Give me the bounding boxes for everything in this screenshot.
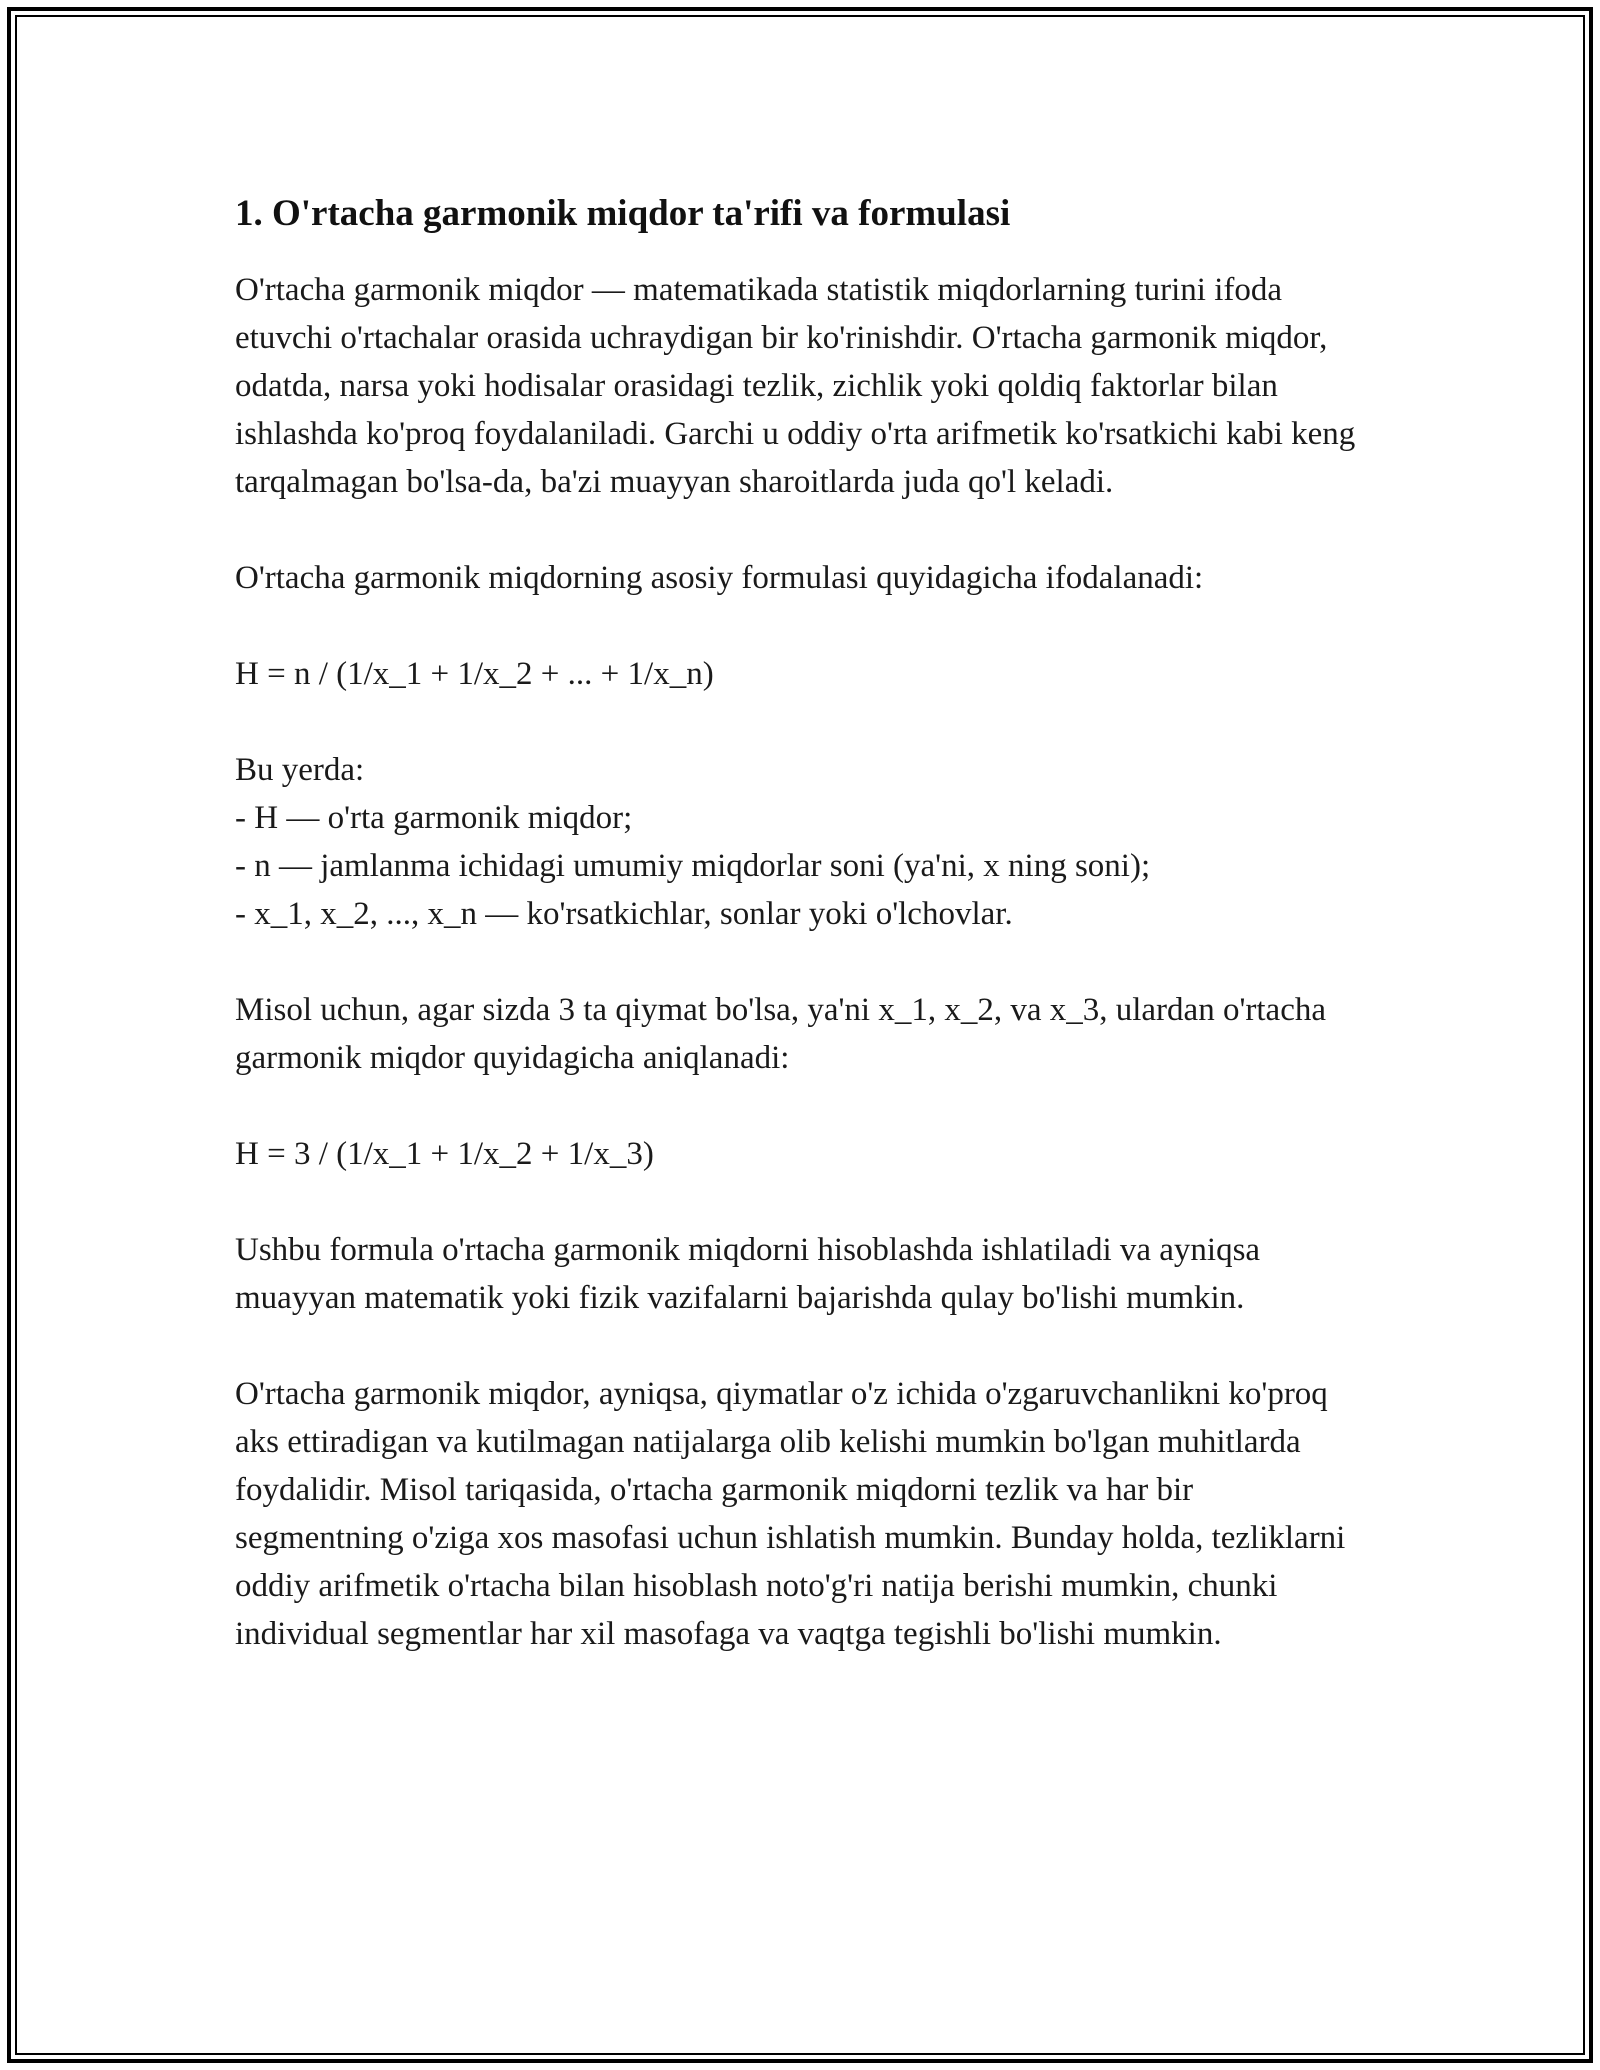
paragraph-formula-intro: O'rtacha garmonik miqdorning asosiy formulasi quyidagicha ifodalanadi: bbox=[235, 560, 1204, 596]
formula-legend bbox=[235, 746, 1365, 938]
paragraph-example: Misol uchun, agar sizda 3 ta qiymat bo'lsa, ya'ni x_1, x_2, va x_3, ulardan o'rtacha garmonik miqdor quyidagicha aniqlanadi: bbox=[235, 992, 1326, 1076]
formula-example: H = 3 / (1/x_1 + 1/x_2 + 1/x_3) bbox=[235, 1136, 654, 1172]
legend-item: - n — jamlanma ichidagi umumiy miqdorlar soni (ya'ni, x ning soni); bbox=[235, 848, 1151, 884]
document-body bbox=[235, 188, 1365, 1706]
section-title: 1. O'rtacha garmonik miqdor ta'rifi va formulasi bbox=[235, 193, 1011, 234]
legend-item: - x_1, x_2, ..., x_n — ko'rsatkichlar, sonlar yoki o'lchovlar. bbox=[235, 896, 1013, 932]
formula-general: H = n / (1/x_1 + 1/x_2 + ... + 1/x_n) bbox=[235, 656, 714, 692]
paragraph-application: O'rtacha garmonik miqdor, ayniqsa, qiymatlar o'z ichida o'zgaruvchanlikni ko'proq aks ettiradigan va kutilmagan natijalarga olib kelishi mumkin bo'lgan muhitlarda foydalidir. Misol tariqasida, o'rtacha garmonik miqdorni tezlik va har bir segmentning o'ziga xos masofasi uchun ishlatish mumkin. Bunday holda, tezliklarni oddiy arifmetik o'rtacha bilan hisoblash noto'g'ri natija berishi mumkin, chunki individual segmentlar har xil masofaga va vaqtga tegishli bo'lishi mumkin. bbox=[235, 1376, 1346, 1652]
paragraph-usage: Ushbu formula o'rtacha garmonik miqdorni hisoblashda ishlatiladi va ayniqsa muayyan matematik yoki fizik vazifalarni bajarishda qulay bo'lishi mumkin. bbox=[235, 1232, 1261, 1316]
legend-item: - H — o'rta garmonik miqdor; bbox=[235, 800, 633, 836]
legend-intro: Bu yerda: bbox=[235, 752, 365, 788]
paragraph-definition: O'rtacha garmonik miqdor — matematikada statistik miqdorlarning turini ifoda etuvchi o'rtachalar orasida uchraydigan bir ko'rinishdir. O'rtacha garmonik miqdor, odatda, narsa yoki hodisalar orasidagi tezlik, zichlik yoki qoldiq faktorlar bilan ishlashda ko'proq foydalaniladi. Garchi u oddiy o'rta arifmetik ko'rsatkichi kabi keng tarqalmagan bo'lsa-da, ba'zi muayyan sharoitlarda juda qo'l keladi. bbox=[235, 272, 1356, 500]
